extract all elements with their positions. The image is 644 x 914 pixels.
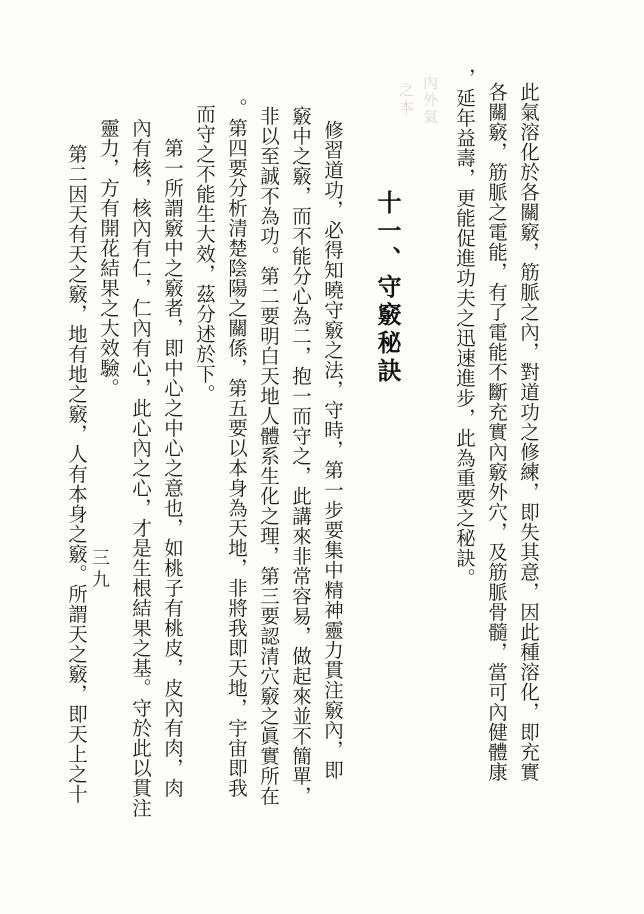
text-column-5: 竅中之竅，而不能分心為二，抱一而守之，此講來非常容易，做起來並不簡單， (289, 106, 312, 806)
text-column-11: 靈力，方有開花結果之大效驗。 (97, 118, 120, 398)
text-column-1: 此氣溶化於各關竅，筋脈之內，對道功之修練，即失其意，因此種溶化，即充實 (517, 82, 540, 782)
text-column-12: 第二因天有天之竅，地有地之竅，人有本身之竅。所謂天之竅，即天上之十 (65, 144, 88, 804)
section-heading: 十一、守竅秘訣 (373, 190, 402, 386)
text-column-10: 內有核，核內有仁，仁內有心，此心內之心，才是生根結果之基。守於此以貫注 (129, 118, 152, 818)
text-column-3: ，延年益壽，更能促進功夫之迅速進步，此為重要之秘訣。 (453, 68, 476, 588)
text-column-9: 第一所謂竅中之竅者，即中心之中心之意也，如桃子有桃皮，皮內有肉，肉 (161, 138, 184, 798)
text-column-8: 而守之不能生大效，茲分述於下。 (193, 104, 216, 404)
text-column-2: 各關竅，筋脈之電能，有了電能不斷充實內竅外穴，及筋脈骨髓，當可內健體康 (485, 82, 508, 782)
page-number: 三九 (89, 548, 110, 592)
bleed-through-text: 內外氣 (421, 75, 439, 126)
bleed-through-text: 之本 (397, 82, 415, 116)
text-column-7: 。第四要分析清楚陰陽之關係，第五要以本身為天地，非將我即天地，宇宙即我 (225, 98, 248, 798)
text-column-6: 非以至誠不為功。第二要明白天地人體系生化之理，第三要認清穴竅之眞實所在 (257, 106, 280, 806)
text-column-4: 修習道功，必得知曉守竅之法，守時，第一步要集中精神靈力貫注竅內，即 (321, 120, 344, 780)
